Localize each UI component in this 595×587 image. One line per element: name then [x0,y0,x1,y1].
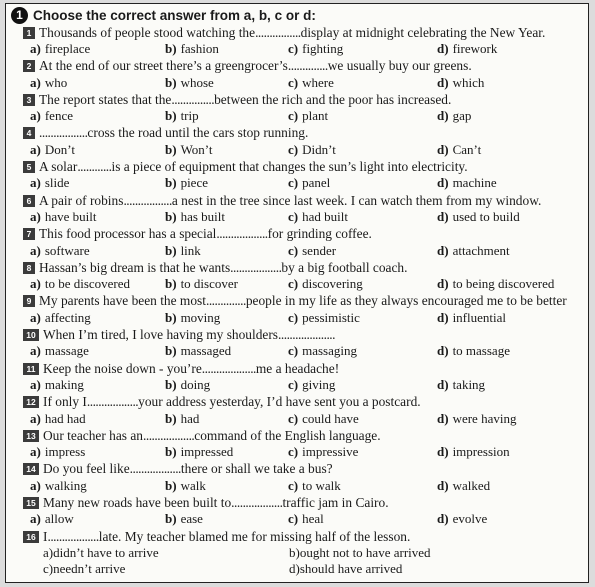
answer-option[interactable] [43,545,159,561]
option-text: taking [452,377,486,392]
option-letter: b) [165,444,177,460]
question-stem [23,360,339,377]
answer-option[interactable] [288,175,330,191]
question-number: 5 [23,161,35,173]
option-letter: b) [165,477,177,493]
question-item [6,91,589,125]
question-number: 2 [23,60,35,72]
option-letter: b) [165,175,177,191]
question-before-text: My parents have been the most [39,293,206,309]
answer-option[interactable] [289,545,431,561]
answer-option[interactable] [30,75,67,91]
option-text: impression [452,444,510,460]
answer-option[interactable] [165,478,206,494]
answer-option[interactable] [43,561,125,577]
option-letter: b) [165,141,177,157]
option-letter: a) [30,343,41,359]
option-text: giving [302,377,336,392]
option-letter: c) [43,561,54,576]
question-item [6,192,589,226]
answer-option[interactable] [288,444,358,460]
answer-option[interactable] [288,41,343,57]
question-item [6,394,589,428]
option-letter: d) [437,74,449,90]
option-letter: a) [30,108,41,124]
option-letter: b) [165,377,177,392]
option-letter: c) [288,141,299,157]
option-text: piece [180,175,208,191]
question-item [6,226,589,260]
answer-option[interactable] [437,411,516,427]
option-letter: d) [437,242,449,258]
answer-option[interactable] [30,478,87,494]
option-letter: a) [30,377,41,392]
option-letter: c) [288,41,299,56]
option-letter: d) [437,410,449,426]
option-text: plant [302,108,329,124]
question-after-text: for grinding coffee. [267,226,372,242]
option-letter: a) [30,74,41,90]
answer-option[interactable] [165,243,201,259]
option-letter: c) [288,175,299,191]
option-letter: a) [30,309,41,325]
option-letter: c) [288,74,299,90]
answer-option[interactable] [437,108,471,124]
option-letter: a) [30,209,41,224]
answer-option[interactable] [30,41,90,57]
answer-option[interactable] [437,310,506,326]
answer-option[interactable] [288,243,336,259]
question-after-text: cross the road until the cars stop running. [87,125,309,141]
answer-option[interactable] [30,108,73,124]
answer-option[interactable] [288,142,336,158]
question-before-text: I [43,528,48,544]
question-stem [23,461,333,478]
answer-option[interactable] [288,75,334,91]
question-number: 14 [23,463,39,475]
option-letter: a) [30,175,41,191]
question-number: 1 [23,27,35,39]
answer-option[interactable] [165,310,220,326]
option-letter: a) [43,545,54,560]
option-letter: b) [165,343,177,359]
option-letter: a) [30,141,41,157]
answer-option[interactable] [165,276,238,292]
option-letter: a) [30,41,41,56]
question-item [6,24,589,58]
option-letter: d) [437,511,449,527]
option-text: had had [44,410,86,426]
option-letter: b) [165,309,177,325]
option-letter: d) [437,175,449,191]
answer-option[interactable] [288,377,335,393]
option-text: attachment [452,242,510,258]
question-blank-dots: .............. [287,58,328,74]
question-stem [23,427,381,444]
option-text: sender [302,242,337,258]
question-before-text: Do you feel like [43,461,130,477]
option-text: should have arrived [299,561,403,576]
question-stem [23,326,336,343]
answer-option[interactable] [165,343,231,359]
option-text: massaging [302,343,357,359]
question-number: 4 [23,127,35,139]
answer-option[interactable] [437,276,554,292]
answer-option[interactable] [437,142,481,158]
option-letter: c) [288,276,299,292]
option-text: walked [452,477,491,493]
option-letter: c) [288,242,299,258]
answer-option[interactable] [437,243,510,259]
answer-option[interactable] [437,343,510,359]
question-blank-dots: .................. [143,427,195,443]
option-text: which [452,74,485,90]
option-text: impressed [180,444,234,460]
question-item [6,528,589,576]
option-text: to be discovered [44,276,131,292]
option-text: Don’t [44,141,75,157]
question-before-text: A pair of robins [39,192,124,208]
answer-option[interactable] [30,175,69,191]
question-blank-dots: ................... [201,360,256,376]
question-after-text: there or shall we take a bus? [180,461,333,477]
answer-option[interactable] [437,478,490,494]
option-text: moving [180,309,221,325]
option-letter: b) [165,209,177,224]
answer-option[interactable] [437,75,484,91]
answer-option[interactable] [30,444,85,460]
answer-option[interactable] [165,411,199,427]
option-text: making [44,377,84,392]
question-number: 16 [23,531,39,543]
answer-option[interactable] [288,276,363,292]
question-item [6,427,589,461]
answer-option[interactable] [288,343,357,359]
answer-option[interactable] [30,511,74,527]
option-letter: c) [288,444,299,460]
option-text: allow [44,511,74,527]
option-text: to massage [452,343,510,359]
option-text: ease [180,511,203,527]
option-text: didn’t have to arrive [53,545,159,560]
option-text: machine [452,175,497,191]
option-letter: b) [165,511,177,527]
question-stem [23,259,407,276]
option-letter: b) [165,276,177,292]
option-text: walking [44,477,87,493]
option-text: fashion [180,41,219,56]
question-after-text: late. My teacher blamed me for missing half of the lesson. [98,528,411,544]
question-before-text: Hassan’s big dream is that he wants [39,259,231,275]
question-after-text: we usually buy our greens. [327,58,472,74]
question-item [6,58,589,92]
option-letter: d) [289,561,300,576]
option-text: to being discovered [452,276,555,292]
option-text: were having [452,410,517,426]
option-letter: c) [288,410,299,426]
option-text: used to build [452,209,520,224]
question-blank-dots: .................. [47,528,99,544]
option-text: software [44,242,90,258]
question-stem [23,394,421,411]
answer-option[interactable] [30,377,84,393]
option-letter: a) [30,410,41,426]
answer-option[interactable] [288,511,324,527]
option-text: impress [44,444,86,460]
question-item [6,326,589,360]
question-after-text: a nest in the tree since last week. I can watch them from my window. [171,192,542,208]
question-after-text: is a piece of equipment that changes the sun’s light into electricity. [111,158,468,174]
answer-option[interactable] [165,511,203,527]
question-after-text: people in my life as they always encouraged me to be better [245,293,567,309]
answer-option[interactable] [437,377,485,393]
question-number: 3 [23,94,35,106]
answer-option[interactable] [165,209,225,225]
question-after-text: between the rich and the poor has increased. [214,91,452,107]
option-text: whose [180,74,214,90]
option-text: link [180,242,201,258]
question-blank-dots: .............. [205,293,246,309]
option-letter: d) [437,141,449,157]
option-letter: a) [30,477,41,493]
option-letter: c) [288,377,299,392]
answer-option[interactable] [288,209,348,225]
answer-option[interactable] [30,209,96,225]
option-letter: a) [30,242,41,258]
question-number: 15 [23,497,39,509]
answer-option[interactable] [437,175,497,191]
question-before-text: If only I [43,394,87,410]
question-stem [23,91,451,108]
answer-option[interactable] [288,310,360,326]
option-letter: d) [437,444,449,460]
question-number: 7 [23,228,35,240]
option-letter: d) [437,343,449,359]
option-text: ought not to have arrived [299,545,431,560]
option-text: firework [452,41,498,56]
question-stem [23,226,372,243]
question-before-text: Our teacher has an [43,427,144,443]
option-letter: a) [30,444,41,460]
option-letter: b) [289,545,300,560]
option-text: who [44,74,68,90]
answer-option[interactable] [30,276,130,292]
option-text: evolve [452,511,488,527]
question-blank-dots: .................. [230,259,282,275]
option-text: massaged [180,343,232,359]
option-letter: d) [437,377,449,392]
option-letter: b) [165,410,177,426]
question-blank-dots: ............ [77,158,112,174]
answer-option[interactable] [289,561,402,577]
question-before-text: This food processor has a special [39,226,217,242]
option-letter: c) [288,309,299,325]
option-text: slide [44,175,70,191]
answer-option[interactable] [30,411,86,427]
answer-option[interactable] [437,511,487,527]
option-text: pessimistic [302,309,360,325]
question-stem [23,192,541,209]
option-text: Won’t [180,141,213,157]
option-text: trip [180,108,199,124]
option-letter: d) [437,41,449,56]
answer-option[interactable] [30,243,90,259]
question-blank-dots: .................. [231,494,283,510]
question-item [6,360,589,394]
question-stem [23,58,472,75]
question-before-text: Keep the noise down - you’re [43,360,202,376]
option-text: gap [452,108,472,124]
answer-option[interactable] [437,444,510,460]
question-item [6,125,589,159]
question-blank-dots: ................. [39,125,88,141]
answer-option[interactable] [437,209,520,225]
option-text: discovering [302,276,363,292]
option-text: impressive [302,444,359,460]
question-after-text: display at midnight celebrating the New Year. [300,24,546,40]
option-text: had built [302,209,348,224]
question-number: 8 [23,262,35,274]
question-before-text: A solar [39,158,78,174]
option-text: Can’t [452,141,482,157]
option-letter: b) [165,41,177,56]
question-stem [23,293,567,310]
answer-option[interactable] [165,377,210,393]
question-before-text: Many new roads have been built to [43,494,232,510]
option-letter: b) [165,108,177,124]
answer-option[interactable] [165,75,214,91]
question-item [6,494,589,528]
option-letter: d) [437,477,449,493]
option-letter: b) [165,242,177,258]
answer-option[interactable] [165,175,208,191]
question-stem [23,158,468,175]
answer-option[interactable] [288,411,359,427]
option-text: panel [302,175,331,191]
question-item [6,158,589,192]
option-text: massage [44,343,89,359]
answer-option[interactable] [165,108,199,124]
option-letter: a) [30,276,41,292]
question-after-text: traffic jam in Cairo. [282,494,389,510]
exercise-number: 1 [11,7,28,24]
question-blank-dots: .................. [86,394,139,410]
answer-option[interactable] [30,142,75,158]
question-item [6,461,589,495]
question-blank-dots: ................... [278,326,333,342]
question-number: 6 [23,195,35,207]
option-text: to discover [180,276,238,292]
option-text: Didn’t [302,141,336,157]
option-text: affecting [44,309,91,325]
option-letter: d) [437,108,449,124]
question-item [6,259,589,293]
option-text: has built [180,209,225,224]
question-stem [23,125,308,142]
question-blank-dots: ............... [171,91,215,107]
question-before-text: At the end of our street there’s a greengrocer’s [39,58,288,74]
option-text: to walk [302,477,341,493]
option-text: fighting [302,41,344,56]
option-text: had [180,410,200,426]
question-after-text: your address yesterday, I’d have sent you a postcard. [138,394,421,410]
option-text: needn’t arrive [53,561,126,576]
question-after-text: command of the English language. [194,427,381,443]
exercise-instruction: Choose the correct answer from a, b, c or d: [33,7,316,23]
question-number: 11 [23,363,39,375]
exercise-heading [6,4,316,26]
worksheet-page [5,3,589,583]
option-letter: d) [437,276,449,292]
option-letter: c) [288,477,299,493]
question-item [6,293,589,327]
option-text: fireplace [44,41,91,56]
question-after-text: . [332,326,336,342]
question-number: 13 [23,430,39,442]
question-stem [23,528,410,545]
question-blank-dots: .................. [129,461,181,477]
option-letter: c) [288,343,299,359]
question-number: 10 [23,329,39,341]
option-letter: d) [437,309,449,325]
option-text: fence [44,108,73,124]
question-after-text: by a big football coach. [281,259,408,275]
question-after-text: me a headache! [255,360,340,376]
answer-option[interactable] [30,343,89,359]
option-letter: d) [437,209,449,224]
option-text: where [302,74,334,90]
question-stem [23,494,389,511]
option-text: could have [302,410,359,426]
answer-option[interactable] [165,444,233,460]
option-text: heal [302,511,324,527]
question-before-text: The report states that the [39,91,172,107]
question-blank-dots: .................. [216,226,268,242]
question-blank-dots: ................ [255,24,301,40]
option-text: doing [180,377,211,392]
question-before-text: Thousands of people stood watching the [39,24,256,40]
answer-option[interactable] [165,41,219,57]
option-letter: c) [288,209,299,224]
option-letter: a) [30,511,41,527]
question-before-text: When I’m tired, I love having my shoulders [43,326,279,342]
question-number: 12 [23,396,39,408]
question-stem [23,24,545,41]
answer-option[interactable] [288,108,328,124]
option-text: walk [180,477,206,493]
question-number: 9 [23,295,35,307]
answer-option[interactable] [437,41,497,57]
question-blank-dots: ................. [123,192,172,208]
answer-option[interactable] [30,310,91,326]
option-letter: b) [165,74,177,90]
option-text: have built [44,209,97,224]
option-letter: c) [288,511,299,527]
answer-option[interactable] [165,142,213,158]
option-letter: c) [288,108,299,124]
option-text: influential [452,309,506,325]
answer-option[interactable] [288,478,341,494]
